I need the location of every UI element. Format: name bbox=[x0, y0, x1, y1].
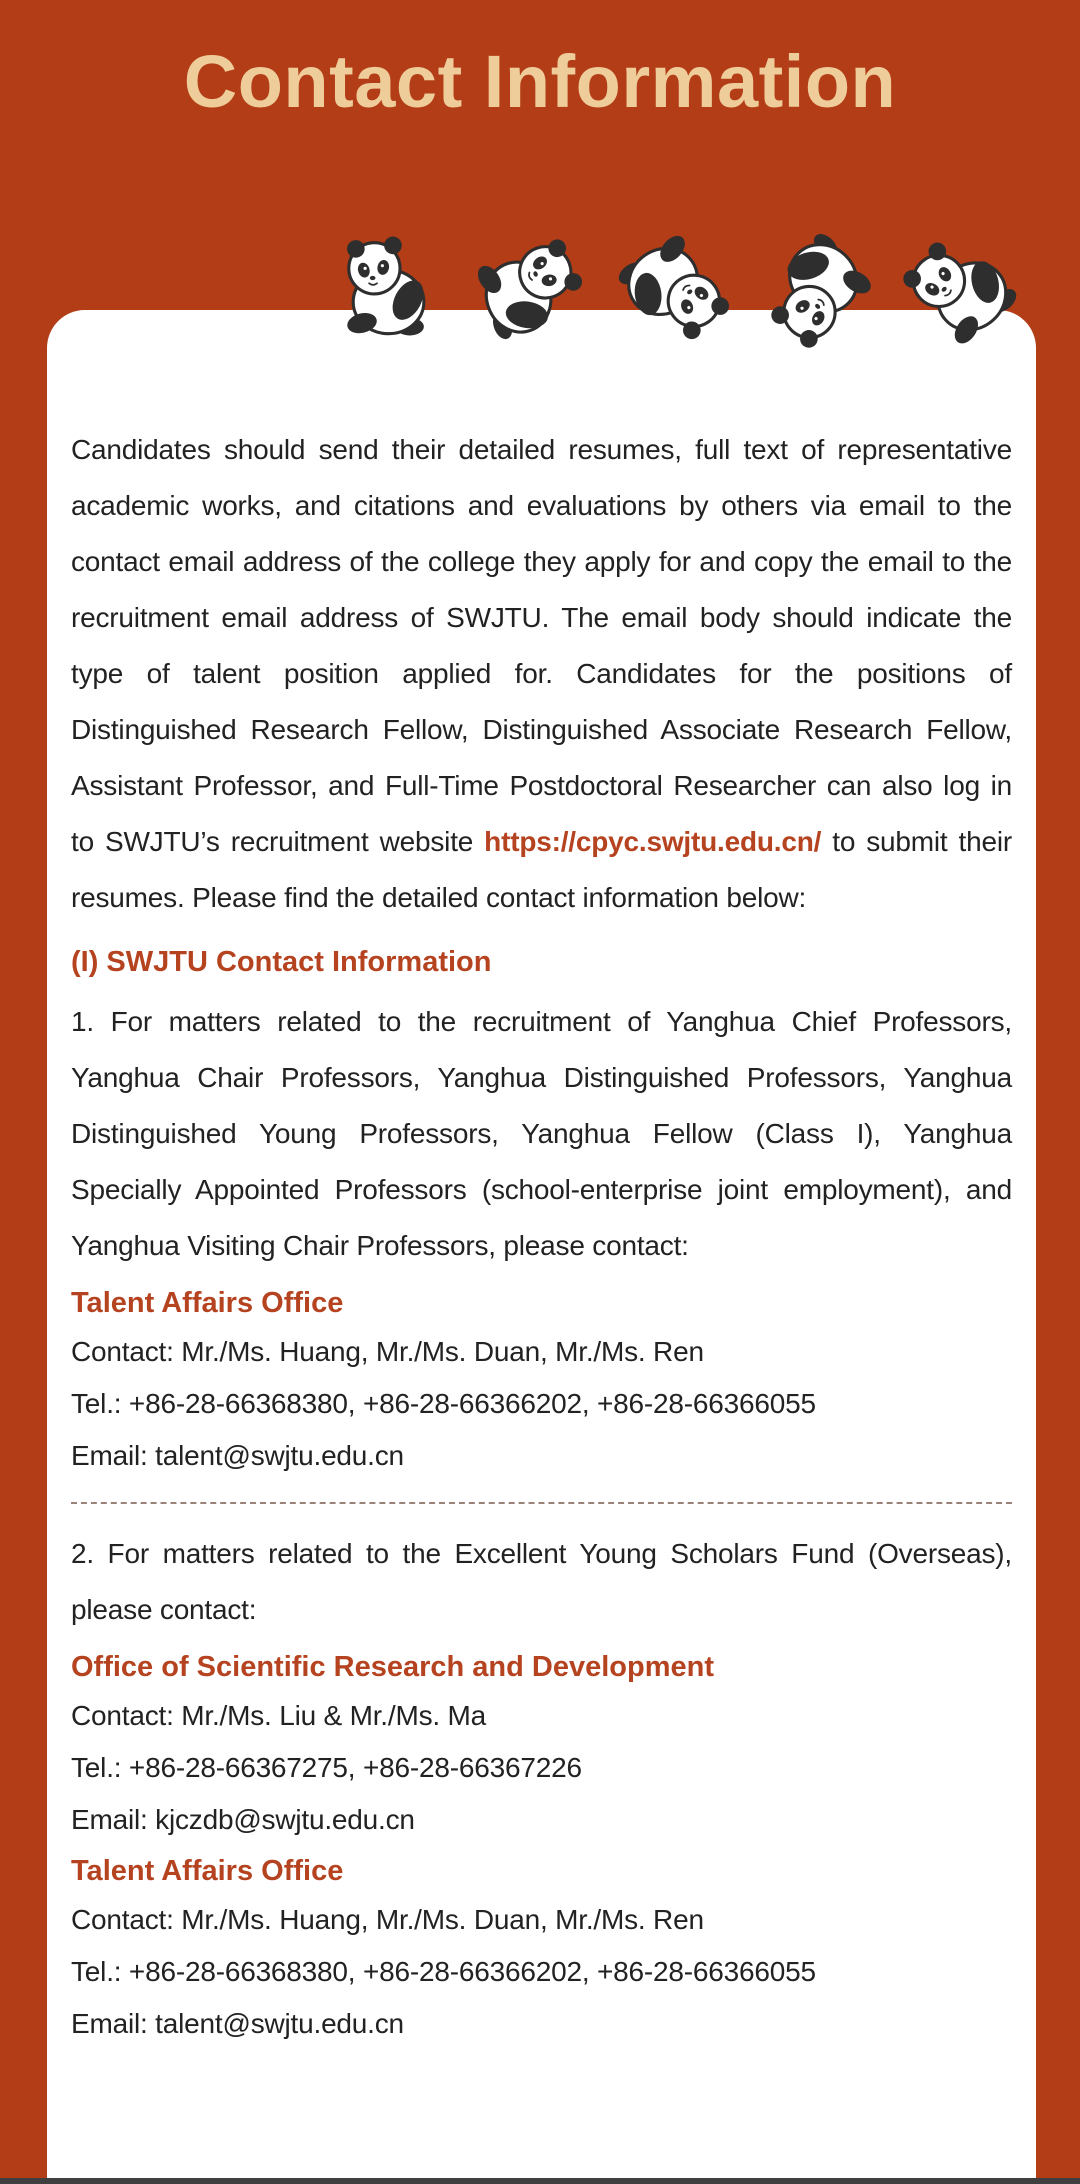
content-card bbox=[47, 310, 1036, 2184]
office-block-talent-affairs-1 bbox=[71, 1280, 1012, 1482]
panda-illustrations bbox=[332, 225, 1014, 347]
panda-icon-3 bbox=[620, 225, 726, 347]
panda-icon-1 bbox=[332, 225, 438, 347]
office-email-line: Email: kjczdb@swjtu.edu.cn bbox=[71, 1804, 415, 1835]
page-title: Contact Information bbox=[183, 40, 897, 123]
office-tel-line: Tel.: +86-28-66367275, +86-28-66367226 bbox=[71, 1752, 582, 1783]
office-block-talent-affairs-2 bbox=[71, 1848, 1012, 2050]
office-email-line: Email: talent@swjtu.edu.cn bbox=[71, 1440, 404, 1471]
office-name: Talent Affairs Office bbox=[71, 1287, 344, 1319]
recruitment-website-link[interactable]: https://cpyc.swjtu.edu.cn/ bbox=[484, 826, 822, 857]
office-tel-line: Tel.: +86-28-66368380, +86-28-66366202, +86-28-66366055 bbox=[71, 1956, 816, 1987]
office-name: Office of Scientific Research and Development bbox=[71, 1651, 715, 1683]
office-block-scientific-research bbox=[71, 1644, 1012, 1846]
panda-icon-5 bbox=[908, 225, 1014, 347]
intro-paragraph bbox=[71, 422, 1012, 926]
office-name: Talent Affairs Office bbox=[71, 1855, 344, 1887]
dotted-divider bbox=[71, 1502, 1012, 1504]
office-email-line: Email: talent@swjtu.edu.cn bbox=[71, 2008, 404, 2039]
item-1-paragraph: 1. For matters related to the recruitment of Yanghua Chief Professors, Yanghua Chair Professors, Yanghua Distinguished Professors, Yanghua Distinguished Young Professors, Yanghua Fellow (Class I), Yanghua Specially Appointed Professors (school-enterprise joint employment), and Yanghua Visiting Chair Professors, please contact: bbox=[71, 1006, 1012, 1261]
office-tel-line: Tel.: +86-28-66368380, +86-28-66366202, +86-28-66366055 bbox=[71, 1388, 816, 1419]
item-2-paragraph: 2. For matters related to the Excellent Young Scholars Fund (Overseas), please contact: bbox=[71, 1538, 1012, 1625]
intro-text-after-link: to submit their resumes. Please find the detailed contact information below: bbox=[71, 826, 1012, 913]
bottom-edge-strip bbox=[0, 2178, 1080, 2184]
section-heading-swjtu-contact: (I) SWJTU Contact Information bbox=[71, 946, 492, 978]
panda-icon-4 bbox=[764, 225, 870, 347]
panda-icon-2 bbox=[476, 225, 582, 347]
intro-text-before-link: Candidates should send their detailed resumes, full text of representative academic works, and citations and evaluations by others via email to the contact email address of the college they apply for and copy the email to the recruitment email address of SWJTU. The email body should indicate the type of talent position applied for. Candidates for the positions of Distinguished Research Fellow, Distinguished Associate Research Fellow, Assistant Professor, and Full-Time Postdoctoral Researcher can also log in to SWJTU’s recruitment website bbox=[71, 434, 1012, 857]
office-contact-line: Contact: Mr./Ms. Liu & Mr./Ms. Ma bbox=[71, 1700, 487, 1731]
office-contact-line: Contact: Mr./Ms. Huang, Mr./Ms. Duan, Mr./Ms. Ren bbox=[71, 1904, 704, 1935]
office-contact-line: Contact: Mr./Ms. Huang, Mr./Ms. Duan, Mr./Ms. Ren bbox=[71, 1336, 704, 1367]
